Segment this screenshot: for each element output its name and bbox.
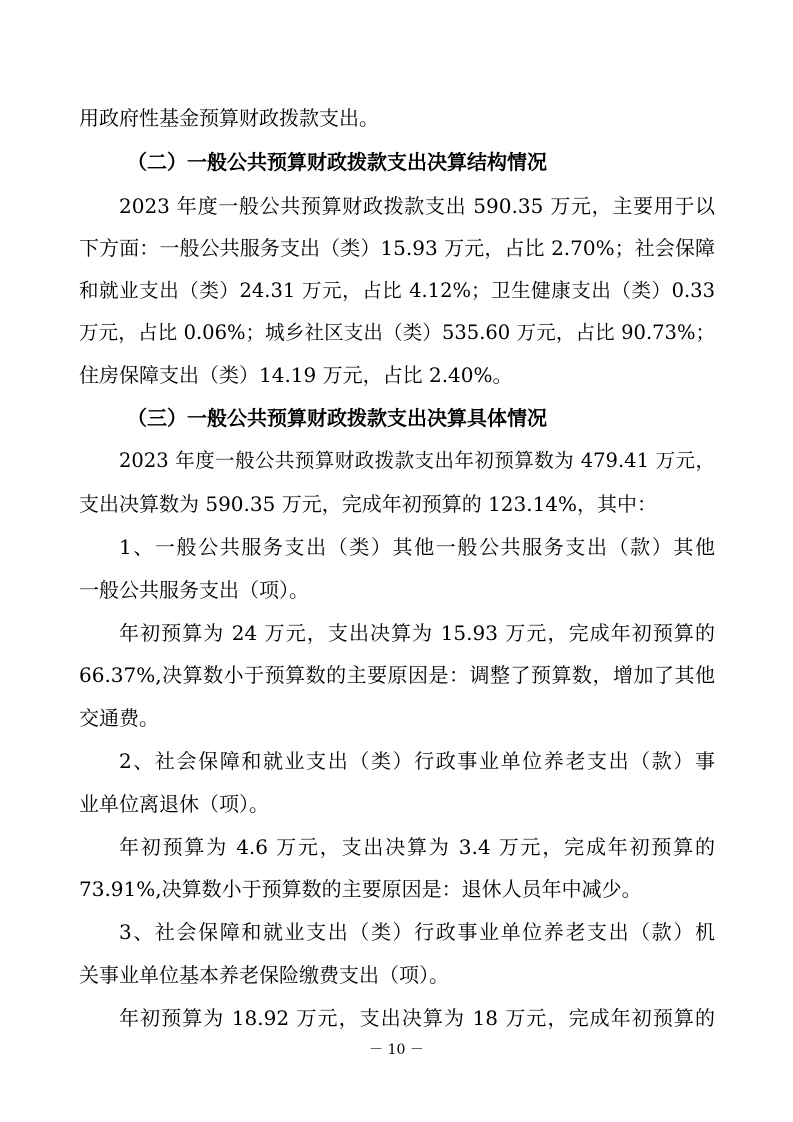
paragraph-line: 66.37%,决算数小于预算数的主要原因是：调整了预算数，增加了其他: [79, 663, 715, 687]
paragraph-line: 下方面：一般公共服务支出（类）15.93 万元，占比 2.70%；社会保障: [79, 236, 715, 260]
paragraph-line: 业单位离退休（项）。: [79, 792, 269, 816]
paragraph-line: 年初预算为 18.92 万元，支出决算为 18 万元，完成年初预算的: [119, 1006, 715, 1030]
paragraph-line: 万元，占比 0.06%；城乡社区支出（类）535.60 万元，占比 90.73%；: [79, 321, 715, 344]
paragraph-line: 住房保障支出（类）14.19 万元，占比 2.40%。: [79, 363, 513, 387]
paragraph-line: 73.91%,决算数小于预算数的主要原因是：退休人员年中减少。: [79, 877, 642, 901]
paragraph-line: 和就业支出（类）24.31 万元，占比 4.12%；卫生健康支出（类）0.33: [79, 279, 715, 302]
paragraph-line: 关事业单位基本养老保险缴费支出（项）。: [79, 963, 449, 987]
section-heading-2: （二）一般公共预算财政拨款支出决算结构情况: [127, 150, 547, 174]
list-item-1: 1、一般公共服务支出（类）其他一般公共服务支出（款）其他: [119, 535, 715, 559]
list-item-2: 2、社会保障和就业支出（类）行政事业单位养老支出（款）事: [119, 749, 715, 773]
paragraph-line: 用政府性基金预算财政拨款支出。: [79, 106, 379, 130]
section-heading-3: （三）一般公共预算财政拨款支出决算具体情况: [127, 406, 547, 430]
list-item-3: 3、社会保障和就业支出（类）行政事业单位养老支出（款）机: [119, 920, 715, 944]
paragraph-line: 一般公共服务支出（项）。: [79, 578, 309, 602]
paragraph-line: 年初预算为 24 万元，支出决算为 15.93 万元，完成年初预算的: [119, 621, 715, 645]
paragraph-line: 年初预算为 4.6 万元，支出决算为 3.4 万元，完成年初预算的: [119, 835, 715, 859]
paragraph-line: 2023 年度一般公共预算财政拨款支出 590.35 万元，主要用于以: [119, 194, 715, 218]
paragraph-line: 支出决算数为 590.35 万元，完成年初预算的 123.14%，其中：: [79, 492, 658, 516]
paragraph-line: 2023 年度一般公共预算财政拨款支出年初预算数为 479.41 万元，: [119, 449, 715, 472]
page-number: － 10 －: [369, 1042, 424, 1058]
paragraph-line: 交通费。: [79, 706, 159, 730]
